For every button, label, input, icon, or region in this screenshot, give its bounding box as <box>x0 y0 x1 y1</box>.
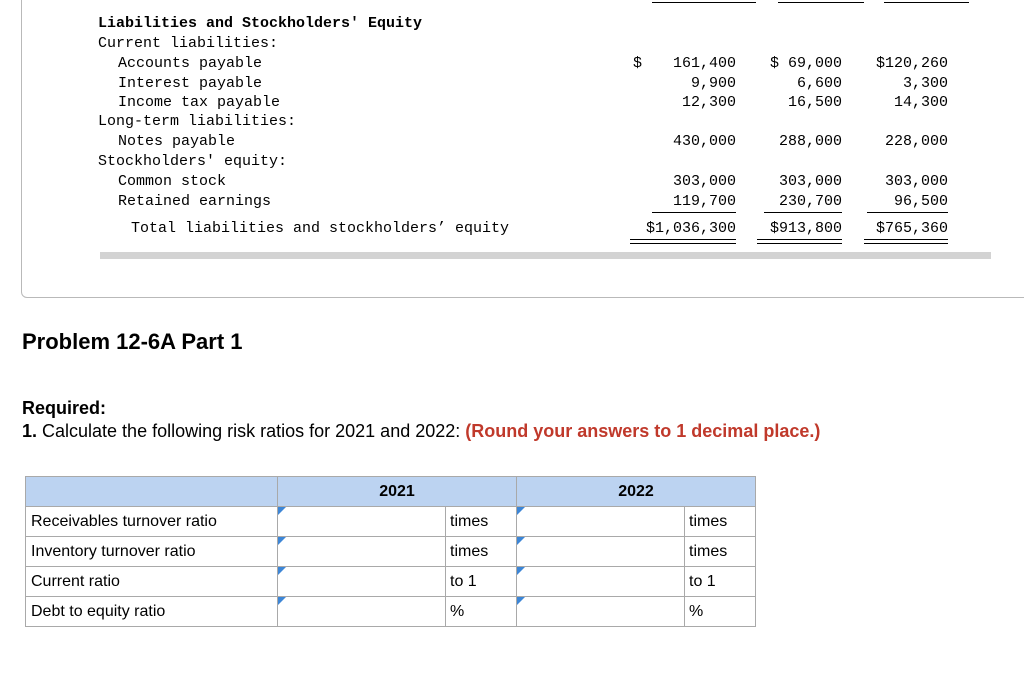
statement-divider <box>100 252 991 259</box>
debt-to-equity-2021-input[interactable] <box>278 597 446 627</box>
table-row <box>26 507 756 537</box>
table-row <box>26 567 756 597</box>
ratio-answer-table <box>25 476 756 627</box>
retained-earnings-label: Retained earnings <box>118 193 272 210</box>
input-marker-icon <box>517 597 525 605</box>
receivables-turnover-2022-input[interactable] <box>517 507 685 537</box>
input-marker-icon <box>278 537 286 545</box>
col3-accounts-payable: $120,260 <box>875 55 948 72</box>
unit-label: times <box>446 507 517 537</box>
col1-income-tax-payable: 12,300 <box>681 94 736 111</box>
current-ratio-2021-input[interactable] <box>278 567 446 597</box>
underline <box>867 212 948 213</box>
receivables-turnover-2021-input[interactable] <box>278 507 446 537</box>
input-marker-icon <box>278 567 286 575</box>
double-underline <box>864 239 948 244</box>
unit-label: to 1 <box>685 567 756 597</box>
required-heading: Required: <box>22 398 107 418</box>
accounts-payable-label: Accounts payable <box>118 55 263 72</box>
col2-accounts-payable: $ 69,000 <box>769 55 842 72</box>
row-label-receivables-turnover: Receivables turnover ratio <box>26 507 278 537</box>
unit-label: times <box>685 507 756 537</box>
unit-label: times <box>685 537 756 567</box>
input-marker-icon <box>517 567 525 575</box>
row-label-debt-to-equity: Debt to equity ratio <box>26 597 278 627</box>
unit-label: times <box>446 537 517 567</box>
col1-total: $1,036,300 <box>645 220 736 237</box>
question-number: 1. <box>22 421 38 441</box>
input-marker-icon <box>517 507 525 515</box>
row-label-inventory-turnover: Inventory turnover ratio <box>26 537 278 567</box>
double-underline <box>652 0 756 3</box>
debt-to-equity-2022-input[interactable] <box>517 597 685 627</box>
header-year-2021: 2021 <box>278 477 517 507</box>
row-label-current-ratio: Current ratio <box>26 567 278 597</box>
col3-total: $765,360 <box>875 220 948 237</box>
question-body: Calculate the following risk ratios for 2021 and 2022: <box>37 421 466 441</box>
inventory-turnover-2022-input[interactable] <box>517 537 685 567</box>
current-ratio-2022-input[interactable] <box>517 567 685 597</box>
col2-common-stock: 303,000 <box>778 173 842 190</box>
question-text <box>22 421 820 442</box>
underline <box>652 212 736 213</box>
stockholders-equity-label: Stockholders' equity: <box>98 153 288 170</box>
current-liabilities-label: Current liabilities: <box>98 35 279 52</box>
col3-income-tax-payable: 14,300 <box>893 94 948 111</box>
table-header-row <box>26 477 756 507</box>
total-liabilities-equity-label: Total liabilities and stockholders’ equity <box>131 220 510 237</box>
liabilities-heading: Liabilities and Stockholders' Equity <box>98 15 423 32</box>
double-underline <box>757 239 842 244</box>
col2-interest-payable: 6,600 <box>796 75 842 92</box>
col1-common-stock: 303,000 <box>672 173 736 190</box>
col3-notes-payable: 228,000 <box>884 133 948 150</box>
col3-common-stock: 303,000 <box>884 173 948 190</box>
income-tax-payable-label: Income tax payable <box>118 94 281 111</box>
table-row <box>26 537 756 567</box>
input-marker-icon <box>278 507 286 515</box>
dollar-sign: $ <box>633 55 643 72</box>
balance-sheet-card <box>21 0 1024 298</box>
inventory-turnover-2021-input[interactable] <box>278 537 446 567</box>
double-underline <box>778 0 864 3</box>
header-blank-cell <box>26 477 278 507</box>
interest-payable-label: Interest payable <box>118 75 263 92</box>
input-marker-icon <box>517 537 525 545</box>
long-term-liabilities-label: Long-term liabilities: <box>98 113 297 130</box>
double-underline <box>630 239 736 244</box>
col2-retained-earnings: 230,700 <box>778 193 842 210</box>
double-underline <box>884 0 969 3</box>
header-year-2022: 2022 <box>517 477 756 507</box>
col1-interest-payable: 9,900 <box>690 75 736 92</box>
col1-accounts-payable: 161,400 <box>672 55 736 72</box>
col2-income-tax-payable: 16,500 <box>787 94 842 111</box>
col2-total: $913,800 <box>769 220 842 237</box>
unit-label: % <box>685 597 756 627</box>
balance-sheet <box>22 0 1024 297</box>
unit-label: % <box>446 597 517 627</box>
col1-retained-earnings: 119,700 <box>672 193 736 210</box>
unit-label: to 1 <box>446 567 517 597</box>
underline <box>764 212 842 213</box>
notes-payable-label: Notes payable <box>118 133 236 150</box>
input-marker-icon <box>278 597 286 605</box>
common-stock-label: Common stock <box>118 173 227 190</box>
table-row <box>26 597 756 627</box>
problem-title: Problem 12-6A Part 1 <box>22 329 243 354</box>
col2-notes-payable: 288,000 <box>778 133 842 150</box>
col1-notes-payable: 430,000 <box>672 133 736 150</box>
rounding-note: (Round your answers to 1 decimal place.) <box>465 421 821 441</box>
col3-retained-earnings: 96,500 <box>893 193 948 210</box>
col3-interest-payable: 3,300 <box>902 75 948 92</box>
